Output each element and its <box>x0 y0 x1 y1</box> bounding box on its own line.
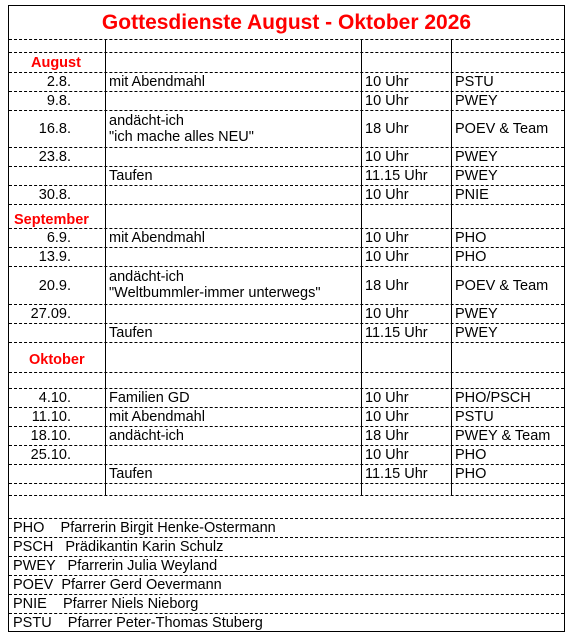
legend-name: Pfarrerin Julia Weyland <box>67 558 218 574</box>
service-cell <box>105 148 361 166</box>
time-cell: 11.15 Uhr <box>361 167 451 185</box>
pastor-cell: PHO <box>451 446 564 464</box>
table-row <box>9 185 564 204</box>
time-cell: 10 Uhr <box>361 73 451 91</box>
month-row-august <box>9 52 564 72</box>
service-cell <box>105 305 361 323</box>
month-label-oktober: Oktober <box>29 352 85 368</box>
table-row <box>9 445 564 464</box>
legend-name: Prädikantin Karin Schulz <box>65 539 224 555</box>
pastor-cell: PNIE <box>451 186 564 204</box>
service-cell <box>105 267 361 304</box>
legend-item <box>9 537 564 556</box>
legend-item <box>9 613 564 632</box>
service-cell: mit Abendmahl <box>105 73 361 91</box>
date-cell: 25.10. <box>30 447 71 463</box>
service-line: andächt-ich <box>109 113 184 129</box>
table-row <box>9 166 564 185</box>
service-cell: andächt-ich <box>105 427 361 445</box>
service-cell <box>105 111 361 147</box>
legend-item <box>9 594 564 613</box>
table-row <box>9 247 564 266</box>
pastor-cell: PHO/PSCH <box>451 389 564 407</box>
date-cell: 11.10. <box>31 409 71 425</box>
time-cell: 10 Uhr <box>361 446 451 464</box>
pastor-cell: PWEY <box>451 92 564 110</box>
pastor-cell: PWEY <box>451 324 564 342</box>
legend-item <box>9 556 564 575</box>
service-cell: Taufen <box>105 167 361 185</box>
time-cell: 10 Uhr <box>361 389 451 407</box>
month-label-september: September <box>14 212 89 228</box>
legend-code: PNIE <box>13 596 47 612</box>
legend-name: Pfarrerin Birgit Henke-Ostermann <box>60 520 276 536</box>
legend-code: POEV <box>13 577 54 593</box>
legend-code: PSCH <box>13 539 54 555</box>
spacer-row <box>9 39 564 52</box>
time-cell: 10 Uhr <box>361 305 451 323</box>
time-cell: 10 Uhr <box>361 92 451 110</box>
service-cell: mit Abendmahl <box>105 408 361 426</box>
table-row <box>9 266 564 304</box>
schedule-sheet <box>8 5 565 632</box>
time-cell: 10 Uhr <box>361 186 451 204</box>
table-row <box>9 426 564 445</box>
spacer-row <box>9 372 564 388</box>
date-cell: 30.8. <box>38 187 71 203</box>
time-cell: 10 Uhr <box>361 408 451 426</box>
legend-code: PWEY <box>13 558 56 574</box>
legend-name: Pfarrer Peter-Thomas Stuberg <box>67 615 263 631</box>
legend-name: Pfarrer Niels Nieborg <box>62 596 199 612</box>
pastor-cell: POEV & Team <box>451 267 564 304</box>
time-cell: 18 Uhr <box>361 427 451 445</box>
table-row <box>9 91 564 110</box>
pastor-cell: PWEY & Team <box>451 427 564 445</box>
date-cell <box>9 324 105 342</box>
date-cell <box>9 167 105 185</box>
service-cell: mit Abendmahl <box>105 229 361 247</box>
service-cell: Taufen <box>105 465 361 483</box>
time-cell: 10 Uhr <box>361 148 451 166</box>
pastor-cell: PWEY <box>451 167 564 185</box>
service-cell: Taufen <box>105 324 361 342</box>
service-line: andächt-ich <box>109 269 184 285</box>
legend-name: Pfarrer Gerd Oevermann <box>61 577 222 593</box>
spacer-row <box>9 483 564 495</box>
table-row <box>9 407 564 426</box>
date-cell <box>9 465 105 483</box>
date-cell: 6.9. <box>46 230 71 246</box>
date-cell: 9.8. <box>46 93 71 109</box>
table-row <box>9 147 564 166</box>
time-cell: 18 Uhr <box>361 111 451 147</box>
table-row <box>9 72 564 91</box>
page-title: Gottesdienste August - Oktober 2026 <box>101 11 472 34</box>
month-row-oktober <box>9 342 564 372</box>
date-cell: 13.9. <box>38 249 71 265</box>
date-cell: 20.9. <box>38 277 71 294</box>
time-cell: 10 Uhr <box>361 248 451 266</box>
pastor-cell: PWEY <box>451 305 564 323</box>
table-row <box>9 464 564 483</box>
month-row-september <box>9 204 564 228</box>
service-subtitle: "Weltbummler-immer unterwegs" <box>109 285 321 301</box>
date-cell: 27.09. <box>30 306 71 322</box>
date-cell: 4.10. <box>38 390 71 406</box>
service-cell <box>105 186 361 204</box>
legend-code: PSTU <box>13 615 52 631</box>
legend-item <box>9 518 564 537</box>
table-row <box>9 304 564 323</box>
time-cell: 11.15 Uhr <box>361 465 451 483</box>
pastor-cell: PHO <box>451 465 564 483</box>
schedule-table <box>9 6 564 506</box>
table-row <box>9 323 564 342</box>
date-cell: 18.10. <box>30 428 71 444</box>
month-label-august: August <box>31 55 81 71</box>
table-bottom-border <box>9 495 564 496</box>
service-cell <box>105 92 361 110</box>
pastor-cell: PHO <box>451 248 564 266</box>
time-cell: 11.15 Uhr <box>361 324 451 342</box>
pastor-cell: PWEY <box>451 148 564 166</box>
date-cell: 16.8. <box>38 121 71 137</box>
service-subtitle: "ich mache alles NEU" <box>109 129 254 145</box>
time-cell: 10 Uhr <box>361 229 451 247</box>
pastor-cell: PSTU <box>451 73 564 91</box>
time-cell: 18 Uhr <box>361 267 451 304</box>
table-row <box>9 388 564 407</box>
service-cell <box>105 446 361 464</box>
legend-item <box>9 575 564 594</box>
table-row <box>9 228 564 247</box>
legend-code: PHO <box>13 520 45 536</box>
pastor-cell: PSTU <box>451 408 564 426</box>
pastor-cell: POEV & Team <box>451 111 564 147</box>
service-cell <box>105 248 361 266</box>
table-row <box>9 110 564 147</box>
pastor-cell: PHO <box>451 229 564 247</box>
date-cell: 23.8. <box>38 149 71 165</box>
service-cell: Familien GD <box>105 389 361 407</box>
date-cell: 2.8. <box>46 74 71 90</box>
